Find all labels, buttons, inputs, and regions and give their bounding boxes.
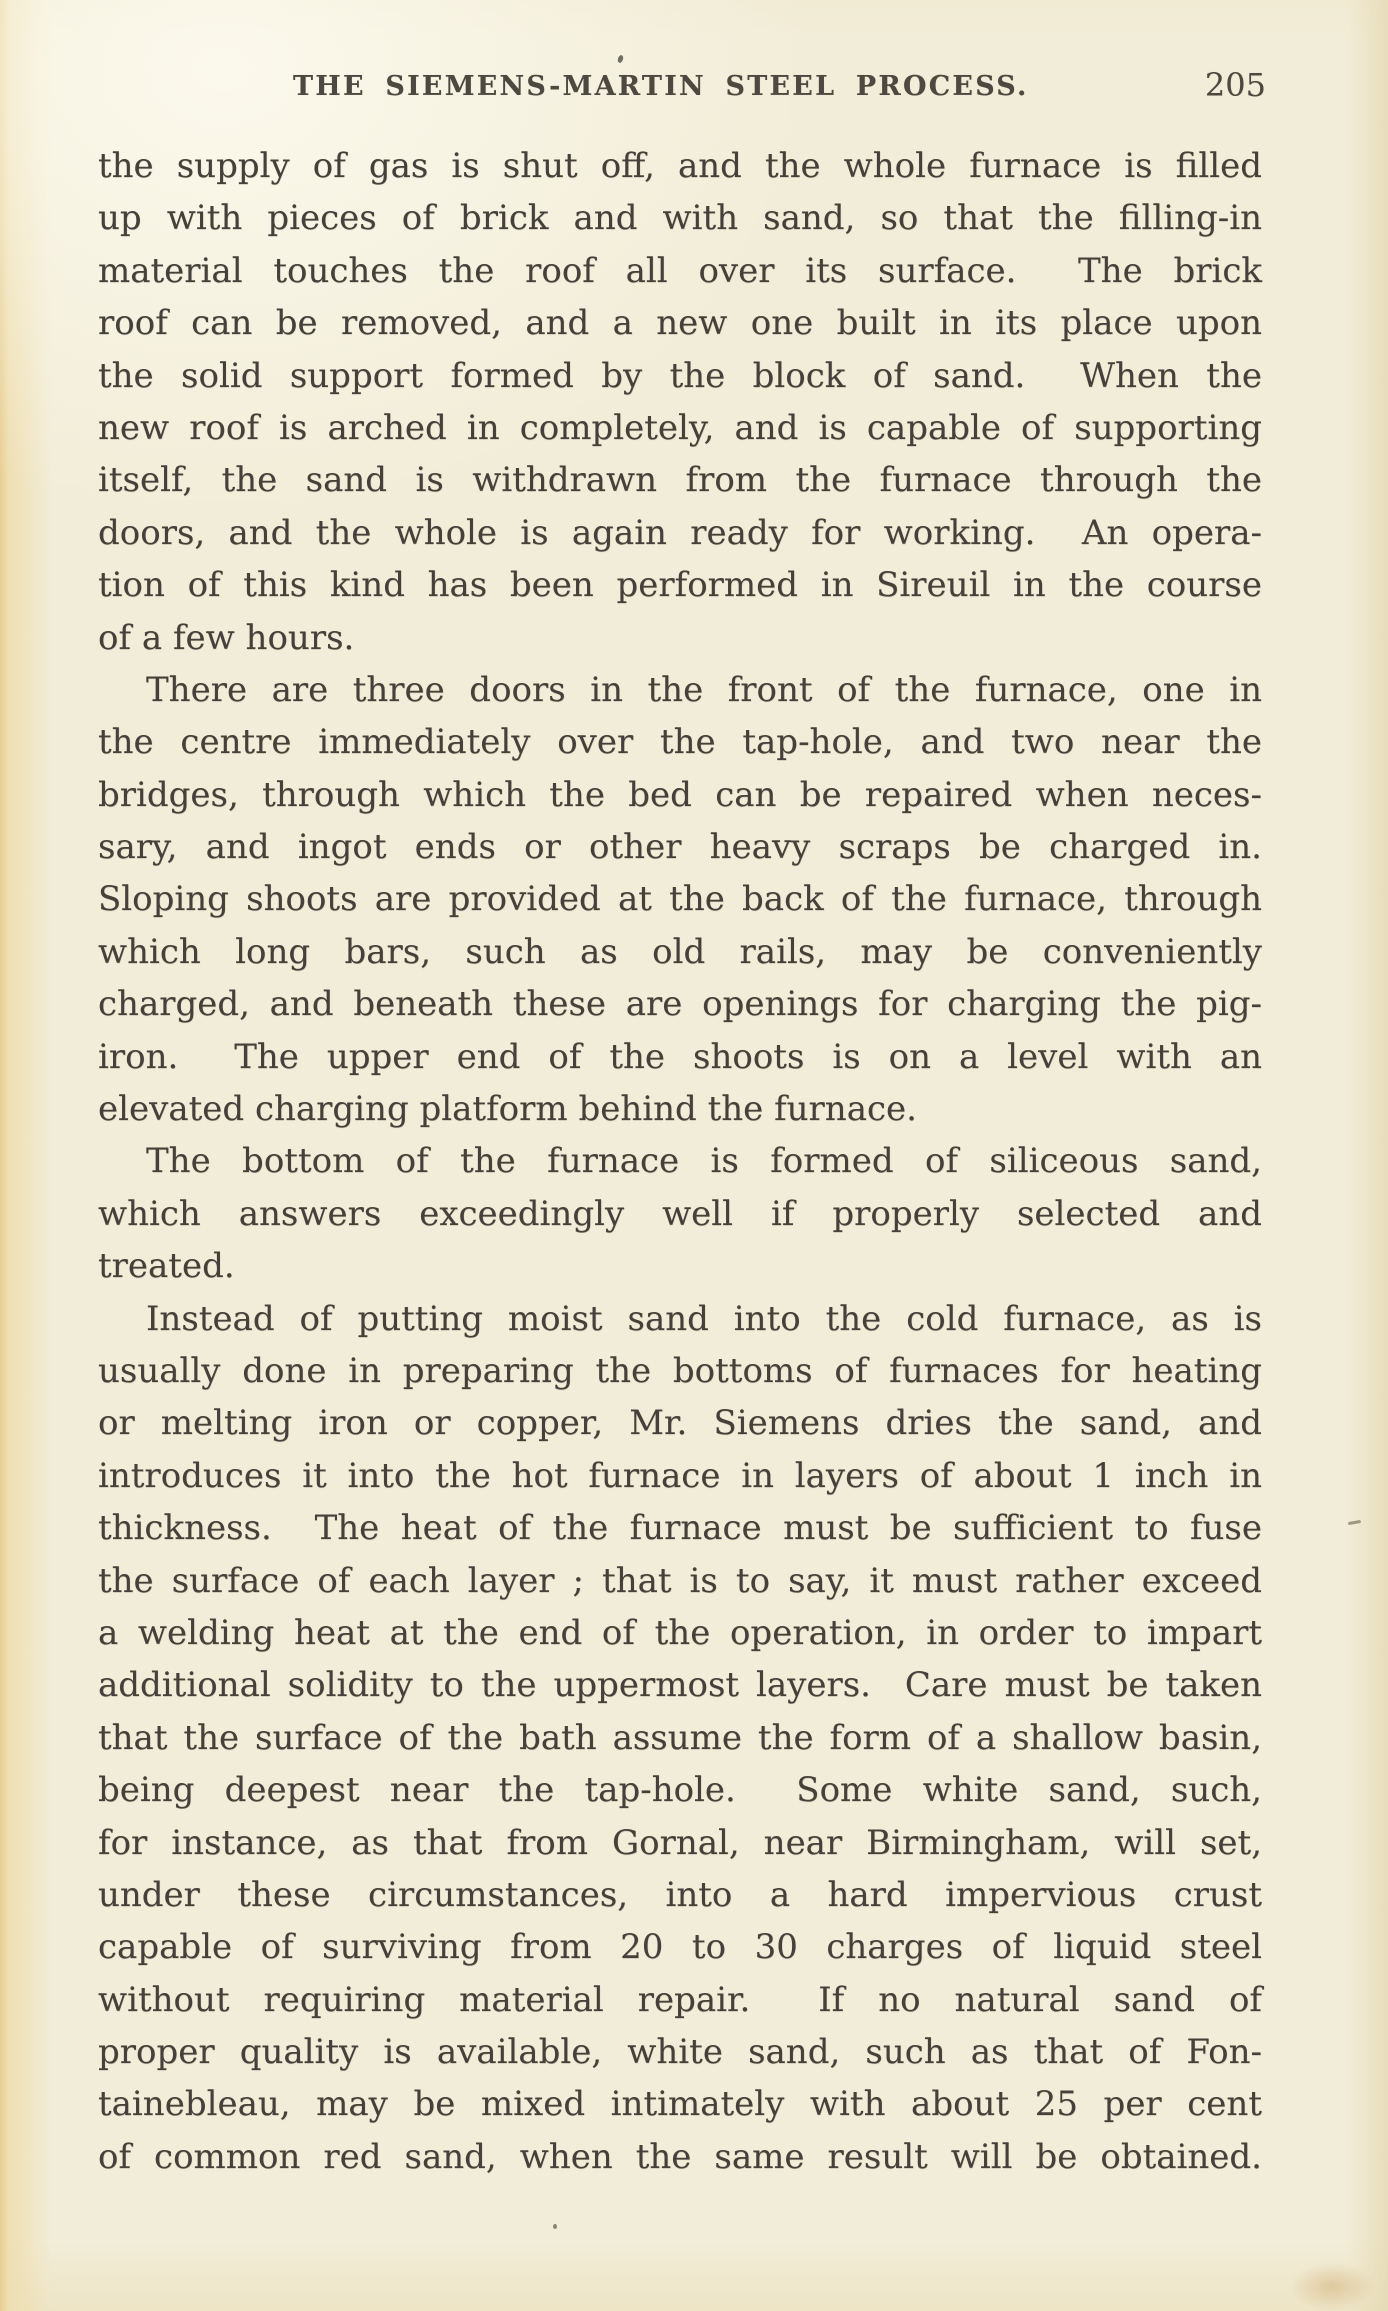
text-line: introduces it into the hot furnace in layers of about 1 inch in: [98, 1455, 1262, 1496]
text-line: up with pieces of brick and with sand, so that the filling-in: [98, 198, 1262, 239]
text-line: the solid support formed by the block of sand. When the: [98, 355, 1262, 396]
text-line: additional solidity to the uppermost layers. Care must be taken: [98, 1665, 1262, 1706]
text-line: or melting iron or copper, Mr. Siemens dries the sand, and: [98, 1403, 1262, 1444]
text-line: There are three doors in the front of the furnace, one in: [146, 669, 1262, 710]
text-line: being deepest near the tap-hole. Some white sand, such,: [98, 1770, 1262, 1811]
text-line: under these circumstances, into a hard impervious crust: [98, 1874, 1262, 1915]
running-header-title: THE SIEMENS-MARTIN STEEL PROCESS.: [293, 71, 1029, 102]
text-line: thickness. The heat of the furnace must be sufficient to fuse: [98, 1508, 1262, 1549]
text-line: which answers exceedingly well if properly selected and: [98, 1193, 1262, 1234]
text-line: roof can be removed, and a new one built in its place upon: [98, 303, 1262, 344]
text-line: the surface of each layer ; that is to say, it must rather exceed: [98, 1560, 1262, 1601]
text-line: tainebleau, may be mixed intimately with about 25 per cent: [98, 2084, 1262, 2125]
text-line: the supply of gas is shut off, and the whole furnace is filled: [98, 146, 1262, 186]
text-line: that the surface of the bath assume the form of a shallow basin,: [98, 1717, 1262, 1758]
text-line: for instance, as that from Gornal, near Birmingham, will set,: [98, 1822, 1262, 1863]
text-line: The bottom of the furnace is formed of siliceous sand,: [146, 1141, 1262, 1182]
text-line: elevated charging platform behind the furnace.: [98, 1089, 917, 1130]
text-line: sary, and ingot ends or other heavy scraps be charged in.: [98, 827, 1262, 868]
margin-pencil-dash: [1348, 1520, 1361, 1525]
text-line: new roof is arched in completely, and is capable of supporting: [98, 407, 1262, 448]
text-line: doors, and the whole is again ready for working. An opera-: [98, 512, 1262, 553]
text-line: of common red sand, when the same result will be obtained.: [98, 2136, 1262, 2177]
text-line: bridges, through which the bed can be repaired when neces-: [98, 774, 1262, 815]
text-line: Sloping shoots are provided at the back of the furnace, through: [98, 879, 1262, 920]
page-number: 205: [1204, 66, 1266, 104]
text-line: treated.: [98, 1246, 235, 1287]
text-line: Instead of putting moist sand into the cold furnace, as is: [146, 1298, 1262, 1339]
text-line: the centre immediately over the tap-hole, and two near the: [98, 722, 1262, 763]
paper-speck: [617, 54, 624, 63]
page-text: [98, 140, 1262, 2183]
text-line: which long bars, such as old rails, may be conveniently: [98, 931, 1262, 972]
text-line: tion of this kind has been performed in Sireuil in the course: [98, 565, 1262, 606]
text-line: charged, and beneath these are openings for charging the pig-: [98, 984, 1262, 1025]
text-line: iron. The upper end of the shoots is on a level with an: [98, 1036, 1262, 1077]
text-line: itself, the sand is withdrawn from the furnace through the: [98, 460, 1262, 501]
text-line: of a few hours.: [98, 617, 355, 658]
text-line: a welding heat at the end of the operation, in order to impart: [98, 1612, 1262, 1653]
text-line: proper quality is available, white sand, such as that of Fon-: [98, 2032, 1262, 2073]
text-line: material touches the roof all over its surface. The brick: [98, 250, 1262, 291]
paper-speck: [553, 2224, 557, 2229]
text-line: without requiring material repair. If no natural sand of: [98, 1979, 1262, 2020]
text-line: capable of surviving from 20 to 30 charges of liquid steel: [98, 1927, 1262, 1968]
paper-stain: [1290, 2262, 1375, 2311]
text-line: usually done in preparing the bottoms of furnaces for heating: [98, 1350, 1262, 1391]
